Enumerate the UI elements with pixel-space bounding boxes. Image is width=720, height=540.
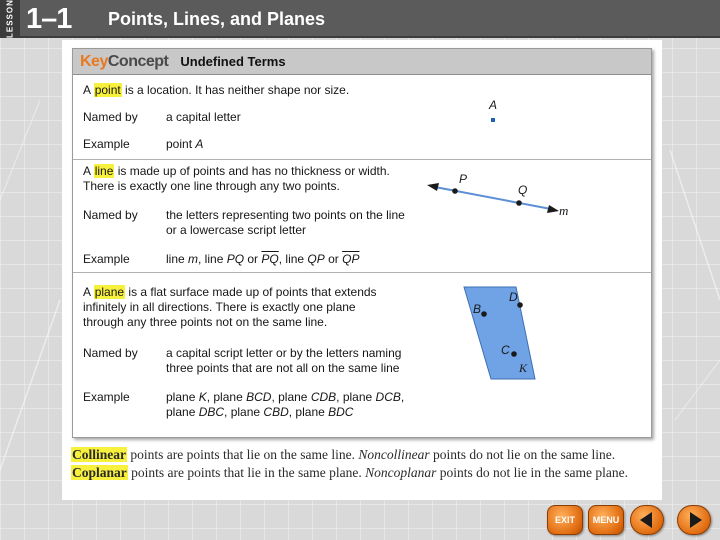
- line-term: line: [94, 164, 114, 178]
- plane-example-label: Example: [83, 390, 130, 404]
- line-definition: A line is made up of points and has no thickness or width. There is exactly one line through any two points.: [83, 164, 390, 193]
- lesson-tab: LESSON: [0, 0, 20, 38]
- point-example-label: Example: [83, 137, 130, 151]
- plane-named-by-label: Named by: [83, 346, 138, 360]
- point-d-label: D: [509, 290, 518, 304]
- point-named-by-label: Named by: [83, 110, 138, 124]
- line-pq-symbol: $\overline{PQ}$: [261, 252, 279, 266]
- menu-button[interactable]: MENU: [588, 505, 624, 535]
- point-example-value: point A: [166, 137, 204, 151]
- key-concept-title: Undefined Terms: [180, 54, 286, 69]
- point-d-dot: [517, 302, 523, 308]
- line-named-by-label: Named by: [83, 208, 138, 222]
- lesson-header: [0, 0, 720, 38]
- point-q-dot: [516, 200, 522, 206]
- plane-example-value: plane K, plane BCD, plane CDB, plane DCB, plane DBC, plane CBD, plane BDC: [166, 390, 405, 419]
- key-concept-header: [73, 49, 651, 75]
- line-example-value: line m, line PQ or $\overline{PQ}$, line QP or $\overline{QP}$: [166, 252, 360, 266]
- point-a-dot: [491, 118, 495, 122]
- lesson-number: 1–1: [26, 3, 72, 35]
- point-p-label: P: [459, 172, 468, 186]
- line-named-by-value: the letters representing two points on the line or a lowercase script letter: [166, 208, 405, 237]
- line-m-label: m: [559, 203, 569, 218]
- noncoplanar-term: Noncoplanar: [365, 465, 437, 480]
- arrowhead-left-icon: [427, 183, 439, 191]
- key-concept-box: [72, 48, 652, 438]
- plane-k-label: K: [519, 361, 528, 375]
- line-qp-symbol: $\overline{QP}$: [342, 252, 360, 266]
- noncollinear-term: Noncollinear: [358, 447, 430, 462]
- concept-figures: [413, 89, 643, 429]
- coplanar-term: Coplanar: [72, 465, 127, 480]
- point-b-label: B: [473, 302, 482, 316]
- key-concept-key: Key: [80, 52, 108, 70]
- point-term: point: [94, 83, 121, 97]
- previous-arrow-icon: [640, 512, 652, 528]
- collinear-term: Collinear: [72, 447, 126, 462]
- next-button[interactable]: [677, 505, 711, 535]
- plane-term: plane: [94, 285, 125, 299]
- next-arrow-icon: [690, 512, 702, 528]
- previous-button[interactable]: [630, 505, 664, 535]
- point-c-label: C: [501, 343, 510, 357]
- plane-definition: A plane is a flat surface made up of points that extends infinitely in all directions. There is exactly one plane through any three points not on the same line.: [83, 285, 377, 329]
- point-q-label: Q: [518, 183, 528, 197]
- plane-named-by-value: a capital script letter or by the letters naming three points that are not all on the same line: [166, 346, 402, 375]
- point-definition: A point is a location. It has neither shape nor size.: [83, 83, 350, 97]
- point-p-dot: [452, 188, 458, 194]
- point-b-dot: [481, 311, 487, 317]
- collinear-coplanar-explanation: Collinear points are points that lie on the same line. Noncollinear points do not lie on the same line. Coplanar points are points that lie in the same plane. Noncoplanar points do not lie in the same plane.: [72, 447, 628, 480]
- key-concept-concept: Concept: [107, 52, 169, 70]
- point-c-dot: [511, 351, 517, 357]
- point-named-by-value: a capital letter: [166, 110, 241, 124]
- arrowhead-right-icon: [547, 205, 559, 213]
- exit-button[interactable]: EXIT: [547, 505, 583, 535]
- lesson-title: Points, Lines, and Planes: [108, 9, 326, 29]
- line-example-label: Example: [83, 252, 130, 266]
- point-a-label: A: [489, 98, 498, 112]
